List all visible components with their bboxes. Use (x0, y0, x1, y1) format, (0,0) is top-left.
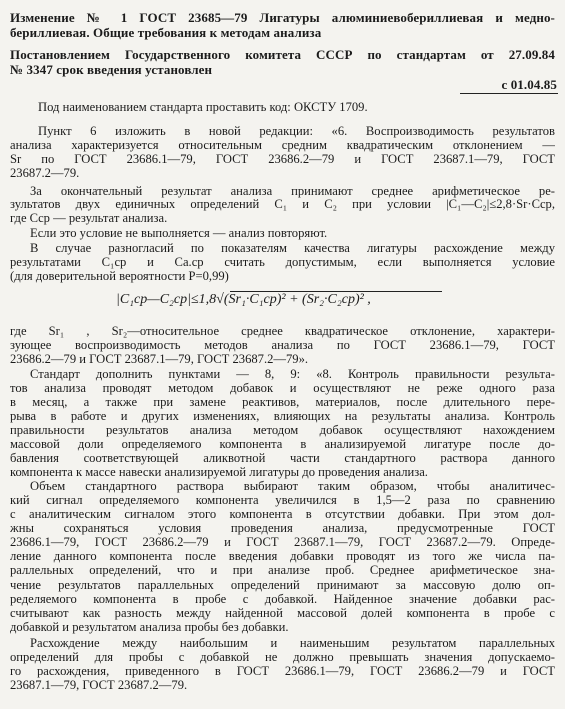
body-line: (для доверительной вероятности P=0,99) (10, 269, 229, 283)
body-line: ределяемого компонента в пробе с добавкой. Найденное значение добавки рас- (10, 592, 555, 606)
body-line: Стандарт дополнить пунктами — 8, 9: «8. Контроль правильности результа- (30, 367, 555, 381)
body-line: чение результатов параллельных определений принимают за массовую долю оп- (10, 578, 555, 592)
body-line: считывают как разность между найденной массовой долей компонента в пробе с (10, 606, 555, 620)
body-line: компонента к массе навески анализируемой лигатуры до проведения анализа. (10, 465, 428, 479)
date-underline (460, 93, 558, 94)
radical-bar (230, 291, 442, 292)
body-line: Пункт 6 изложить в новой редакции: «6. Воспроизводимость результатов (38, 124, 555, 138)
body-line: с аналитическим сигналом этого компонента в отсутствии добавки. При этом дол- (10, 507, 555, 521)
body-line: зующее воспроизводимость методов анализа по ГОСТ 23686.1—79, ГОСТ (10, 338, 555, 352)
body-line: Если это условие не выполняется — анализ повторяют. (30, 226, 328, 240)
body-line: 23686.1—79, ГОСТ 23686.2—79 и ГОСТ 23687.1—79, ГОСТ 23687.2—79. Опреде- (10, 535, 555, 549)
body-line: В случае разногласий по показателям качества лигатуры расхождение между (30, 241, 555, 255)
formula: |C₁ср—C₂ср|≤1,8√(Sr₁·C₁ср)² + (Sr₂·C₂ср)² , (116, 292, 371, 307)
header-title-line-2: бериллиевая. Общие требования к методам анализа (10, 26, 322, 40)
body-line: где Cср — результат анализа. (10, 211, 168, 225)
body-line: 23687.1—79, ГОСТ 23687.2—79. (10, 678, 188, 692)
body-line: где Sr₁ , Sr₂—относительное среднее квадратическое отклонение, характери- (10, 324, 555, 338)
body-line: зультатов двух единичных определений C₁ и C₂ при условии |C₁—C₂|≤2,8·Sr·Cср, (10, 197, 555, 211)
header-decree-line-2: № 3347 срок введения установлен (10, 63, 213, 77)
body-line: раллельных определений, что и при анализе проб. Среднее арифметическое зна- (10, 563, 555, 577)
body-line: тов анализа проводят методом добавок и осуществляют не реже одного раза (10, 381, 555, 395)
body-line: в месяц, а также при замене реактивов, материалов, после длительного пере- (10, 395, 555, 409)
body-line: го расхождения, приведенного в ГОСТ 23686.1—79, ГОСТ 23686.2—79 и ГОСТ (10, 664, 555, 678)
body-line: правильности результатов анализа методом добавок осуществляют нахождением (10, 423, 555, 437)
body-line: результатами C₁ср и Cа.ср считать допустимым, если выполняется условие (10, 255, 555, 269)
body-line: кий сигнал определяемого компонента увеличился в 1,5—2 раза по сравнению (10, 493, 555, 507)
header-decree-line-1: Постановлением Государственного комитета СССР по стандартам от 27.09.84 (10, 48, 555, 62)
body-line: За окончательный результат анализа принимают среднее арифметическое ре- (30, 184, 555, 198)
body-line: Объем стандартного раствора выбирают таким образом, чтобы аналитичес- (30, 479, 555, 493)
body-line: 23687.2—79. (10, 166, 80, 180)
body-line: бавления соответствующей аликвотной части стандартного раствора данного (10, 451, 555, 465)
body-line: жны сохраняться условия проведения анализа, предусмотренные ГОСТ (10, 521, 555, 535)
body-line: массовой доли определяемого компонента в анализируемой лигатуре после до- (10, 437, 555, 451)
body-line: Под наименованием стандарта проставить код: ОКСТУ 1709. (38, 100, 368, 114)
body-line: ление данного компонента после введения добавки проводят из того же числа па- (10, 549, 555, 563)
body-line: Расхождение между наибольшим и наименьшим результатом параллельных (30, 636, 555, 650)
body-line: добавкой и результатом анализа пробы без добавки. (10, 620, 289, 634)
body-line: анализа характеризуется относительным средним квадратическим отклонением — (10, 138, 555, 152)
effective-date: с 01.04.85 (501, 78, 557, 92)
body-line: рыва в работе и других изменениях, влияющих на результаты анализа. Контроль (10, 409, 555, 423)
header-title-line-1: Изменение № 1 ГОСТ 23685—79 Лигатуры алюминиевобериллиевая и медно- (10, 11, 555, 25)
body-line: определений для пробы с добавкой не должно превышать значения допускаемо- (10, 650, 555, 664)
body-line: Sr по ГОСТ 23686.1—79, ГОСТ 23686.2—79 и ГОСТ 23687.1—79, ГОСТ (10, 152, 555, 166)
body-line: 23686.2—79 и ГОСТ 23687.1—79, ГОСТ 23687.2—79». (10, 352, 309, 366)
